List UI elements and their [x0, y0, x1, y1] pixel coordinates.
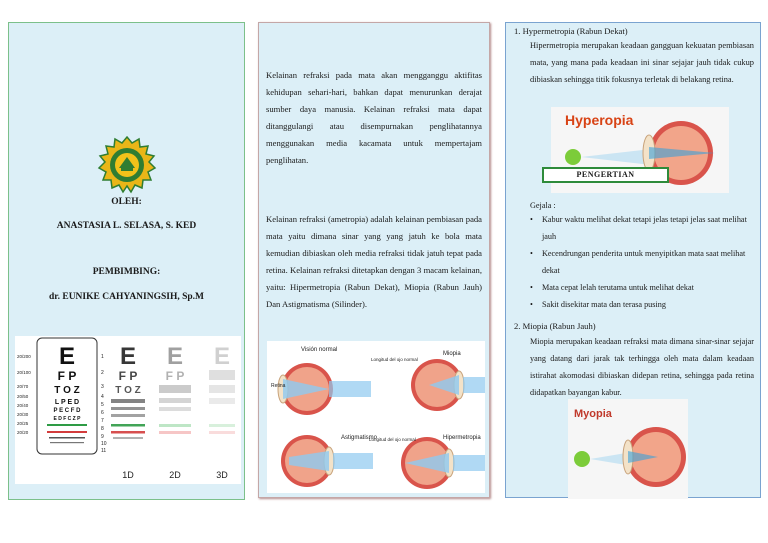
chart-label-8: 20/20	[17, 430, 29, 435]
pembimbing-label: PEMBIMBING:	[92, 267, 161, 277]
eye-normal-illustration	[278, 363, 371, 415]
intro-paragraph-2: Kelainan refraksi (ametropia) adalah kelainan pembiasan pada mata yaitu dimana sinar yang yang jatuh ke bola mata kemudian dibiaskan oleh media refraksi tidak jatuh tepat pada retina. Kelainan refraksi ditetapkan dengan 3 macam kelainan, yaitu: Hipermetropia (Rabun Dekat), Miopia (Rabun Jauh) Dan Astigmatisma (Silinder).	[266, 214, 482, 309]
chart-num-3: 3	[101, 384, 104, 390]
caption-3d: 3D	[216, 470, 228, 480]
chart-row-4: P E C F D	[53, 408, 81, 414]
eye-myopia-illustration	[411, 359, 485, 411]
caption-1d: 1D	[122, 470, 134, 480]
section1-body: Hipermetropia merupakan keadaan gangguan kekuatan pembiasan mata, yang mana pada keadaan ini sinar sejajar jauh tidak cukup dibiaskan sehingga titik fokusnya terletak di belakang retina.	[530, 41, 754, 84]
symptom-item: • Sakit disekitar mata dan terasa pusing	[528, 296, 756, 313]
chart-num-7: 7	[101, 418, 104, 424]
chart-row-2: T O Z	[54, 385, 80, 396]
chart-num-8: 8	[101, 426, 104, 432]
chart-label-2: 20/100	[17, 370, 31, 375]
label-astigmatismo: Astigmatismo	[341, 435, 378, 441]
eye-hypermetropia-illustration	[401, 437, 485, 489]
chart-label-3: 20/70	[17, 384, 29, 389]
svg-text:E: E	[213, 343, 231, 370]
eye-chart-image	[15, 336, 241, 484]
refraction-diagram	[267, 341, 485, 493]
chart-row-3: L P E D	[54, 399, 80, 406]
chart-num-10: 10	[101, 441, 107, 447]
section2-title: 2. Miopia (Rabun Jauh)	[514, 321, 596, 331]
supervisor-name: dr. EUNIKE CAHYANINGSIH, Sp.M	[48, 292, 205, 302]
svg-text:E: E	[119, 343, 137, 370]
author-name: ANASTASIA L. SELASA, S. KED	[56, 221, 197, 231]
svg-text:F P: F P	[118, 369, 138, 383]
chart-row-5: E D F C Z P	[53, 416, 81, 422]
chart-num-9: 9	[101, 434, 104, 440]
chart-label-5: 20/40	[17, 403, 29, 408]
university-logo	[97, 135, 157, 195]
chart-1d	[111, 343, 145, 439]
label-longitud-2: Longitud del ojo normal	[369, 437, 416, 442]
label-miopia: Miopia	[443, 351, 461, 357]
content-panel	[505, 22, 761, 498]
chart-label-6: 20/30	[17, 412, 29, 417]
chart-label-1: 20/200	[17, 354, 31, 359]
section2-body: Miopia merupakan keadaan refraksi mata dimana sinar-sinar sejajar yang datang dari jarak tak terhingga oleh mata dalam keadaan istirahat akomodasi dibiaskan didepan retina, sehingga pada retina didapatkan bayangan kabur.	[530, 337, 754, 397]
gejala-label: Gejala :	[530, 201, 556, 210]
chart-big-letter: E	[58, 343, 76, 370]
label-longitud-1: Longitud del ojo normal	[371, 357, 418, 362]
label-vision-normal: Visión normal	[301, 347, 338, 353]
chart-num-1: 1	[101, 354, 104, 360]
eye-astigmatism-illustration	[281, 435, 373, 487]
intro-panel	[258, 22, 490, 498]
hyperopia-title: Hyperopia	[565, 112, 634, 128]
svg-text:F P: F P	[165, 369, 185, 383]
myopia-illustration	[568, 399, 688, 499]
chart-2d	[159, 343, 191, 434]
chart-num-11: 11	[101, 448, 107, 454]
chart-3d	[209, 343, 235, 434]
chart-num-6: 6	[101, 410, 104, 416]
section1-title: 1. Hypermetropia (Rabun Dekat)	[514, 26, 628, 36]
oleh-label: OLEH:	[111, 197, 142, 207]
symptom-item: • Mata cepat lelah terutama untuk melihat dekat	[528, 279, 756, 296]
symptom-item: • Kecendrungan penderita untuk menyipitkan mata saat melihat dekat	[528, 245, 756, 279]
chart-num-5: 5	[101, 402, 104, 408]
svg-text:E: E	[166, 343, 184, 370]
label-retina: Retina	[271, 383, 286, 389]
symptom-list	[528, 211, 756, 313]
chart-num-2: 2	[101, 370, 104, 376]
myopia-title: Myopia	[574, 408, 612, 420]
chart-label-7: 20/25	[17, 421, 29, 426]
chart-label-4: 20/50	[17, 394, 29, 399]
pengertian-label: PENGERTIAN	[542, 167, 669, 183]
symptom-item: • Kabur waktu melihat dekat tetapi jelas tetapi jelas saat melihat jauh	[528, 211, 756, 245]
intro-paragraph-1: Kelainan refraksi pada mata akan mengganggu aktifitas kehidupan sehari-hari, bahkan dapat menurunkan derajat sumber daya manusia. Kelainan refraksi mata dapat ditanggulangi atau disempurnakan penglihatannya menggunakan media kacamata untuk mempertajam penglihatan.	[266, 70, 482, 165]
label-hipermetropia: Hipermetropia	[443, 435, 481, 441]
chart-row-1: F P	[57, 369, 77, 383]
caption-2d: 2D	[169, 470, 181, 480]
svg-text:T O Z: T O Z	[115, 385, 141, 396]
cover-panel	[8, 22, 245, 500]
chart-num-4: 4	[101, 394, 104, 400]
